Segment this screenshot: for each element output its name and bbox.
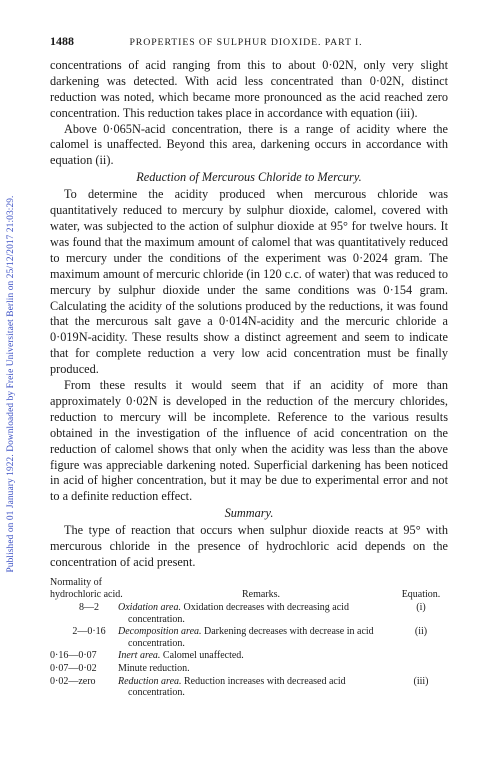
download-stamp-text: Published on 01 January 1922. Downloaded by Freie Universitaet Berlin on 25/12/2017 21:03:29. bbox=[6, 195, 16, 573]
paragraph-continued: concentrations of acid ranging from this to about 0·02N, only very slight darkening was detected. With acid less concentrated than 0·02N, distinct reduction was noted, which became more pronounced as the acid reached zero concentration. This reduction takes place in accordance with equation (iii). bbox=[50, 57, 448, 120]
table-header-row bbox=[50, 577, 448, 602]
cell-remarks-text: Minute reduction. bbox=[118, 663, 190, 675]
cell-remarks-text: Darkening decreases with decrease in acid concentration. bbox=[128, 626, 374, 649]
cell-area: Reduction area. bbox=[118, 675, 182, 687]
paragraph-results-discussion: From these results it would seem that if an acidity of more than approximately 0·02N is developed in the reduction of the mercury chlorides, reduction to mercury will be incomplete. Reference to the various results obtained in the investigation of the influence of acid concentration on the reduction of calomel shows that only when the acidity was less than the above figure was appreciable darkening noted. Superficial darkening has been noticed in acid of higher concentration, but it may be due to experimental error and not to a definite reduction effect. bbox=[50, 378, 448, 504]
cell-normality: 0·02—zero bbox=[50, 675, 96, 687]
cell-remarks bbox=[118, 663, 394, 676]
table-row bbox=[50, 650, 448, 663]
paragraph-inert-range: Above 0·065N-acid concentration, there is a range of acidity where the calomel is unaffected. Beyond this area, darkening occurs in accordance with equation (ii). bbox=[50, 121, 448, 168]
header-remarks: Remarks. bbox=[241, 588, 281, 600]
cell-remarks-text: Calomel unaffected. bbox=[160, 650, 244, 662]
cell-remarks bbox=[118, 675, 394, 700]
cell-area: Oxidation area. bbox=[118, 602, 181, 614]
summary-table bbox=[50, 577, 448, 700]
page-header bbox=[50, 34, 448, 51]
cell-equation bbox=[394, 663, 448, 676]
header-equation: Equation. bbox=[401, 588, 441, 600]
cell-remarks bbox=[118, 602, 394, 626]
cell-equation bbox=[394, 650, 448, 663]
cell-normality: 8—2 bbox=[79, 602, 99, 614]
paragraph-acidity-determination: To determine the acidity produced when mercurous chloride was quantitatively reduced to mercury by sulphur dioxide, calomel, covered with water, was subjected to the action of sulphur dioxide at 95° for twelve hours. It was found that the maximum amount of calomel that was quantitatively reduced to mercury under the conditions of the experiment was 0·2024 gram. The maximum amount of mercuric chloride (in 120 c.c. of water) that was reduced to mercury by sulphur dioxide under the same conditions was 0·154 gram. Calculating the acidity of the solutions produced by the reductions, it was found that the mercurous salt gave a 0·014N-acidity and the mercuric chloride a 0·019N-acidity. These results show a distinct agreement and seem to indicate that for complete reduction a very low acid concentration must be finally produced. bbox=[50, 187, 448, 377]
cell-equation: (iii) bbox=[413, 675, 429, 687]
table-row bbox=[50, 676, 448, 700]
table-row bbox=[50, 602, 448, 626]
cell-area: Decomposition area. bbox=[118, 626, 202, 638]
section-title-reduction: Reduction of Mercurous Chloride to Mercury. bbox=[136, 170, 362, 185]
running-title: PROPERTIES OF SULPHUR DIOXIDE. PART I. bbox=[129, 37, 363, 48]
cell-normality: 0·16—0·07 bbox=[50, 650, 97, 662]
cell-remarks bbox=[118, 650, 394, 663]
cell-remarks bbox=[118, 626, 394, 650]
download-stamp bbox=[0, 0, 22, 768]
cell-equation: (ii) bbox=[414, 626, 428, 638]
paper-page bbox=[50, 34, 448, 700]
cell-equation: (i) bbox=[416, 602, 426, 614]
header-normality: Normality of hydrochloric acid. bbox=[50, 576, 123, 600]
cell-normality: 2—0·16 bbox=[72, 626, 106, 638]
cell-area: Inert area. bbox=[118, 650, 161, 662]
cell-normality: 0·07—0·02 bbox=[50, 663, 97, 675]
table-row bbox=[50, 663, 448, 676]
page-number: 1488 bbox=[50, 34, 74, 48]
cell-remarks-text: Reduction increases with decreased acid concentration. bbox=[128, 675, 346, 699]
table-row bbox=[50, 626, 448, 650]
cell-remarks-text: Oxidation decreases with decreasing acid concentration. bbox=[128, 602, 349, 625]
section-title-summary: Summary. bbox=[224, 506, 274, 521]
paragraph-summary: The type of reaction that occurs when sulphur dioxide reacts at 95° with mercurous chloride in the presence of hydrochloric acid depends on the concentration of acid present. bbox=[50, 523, 448, 569]
